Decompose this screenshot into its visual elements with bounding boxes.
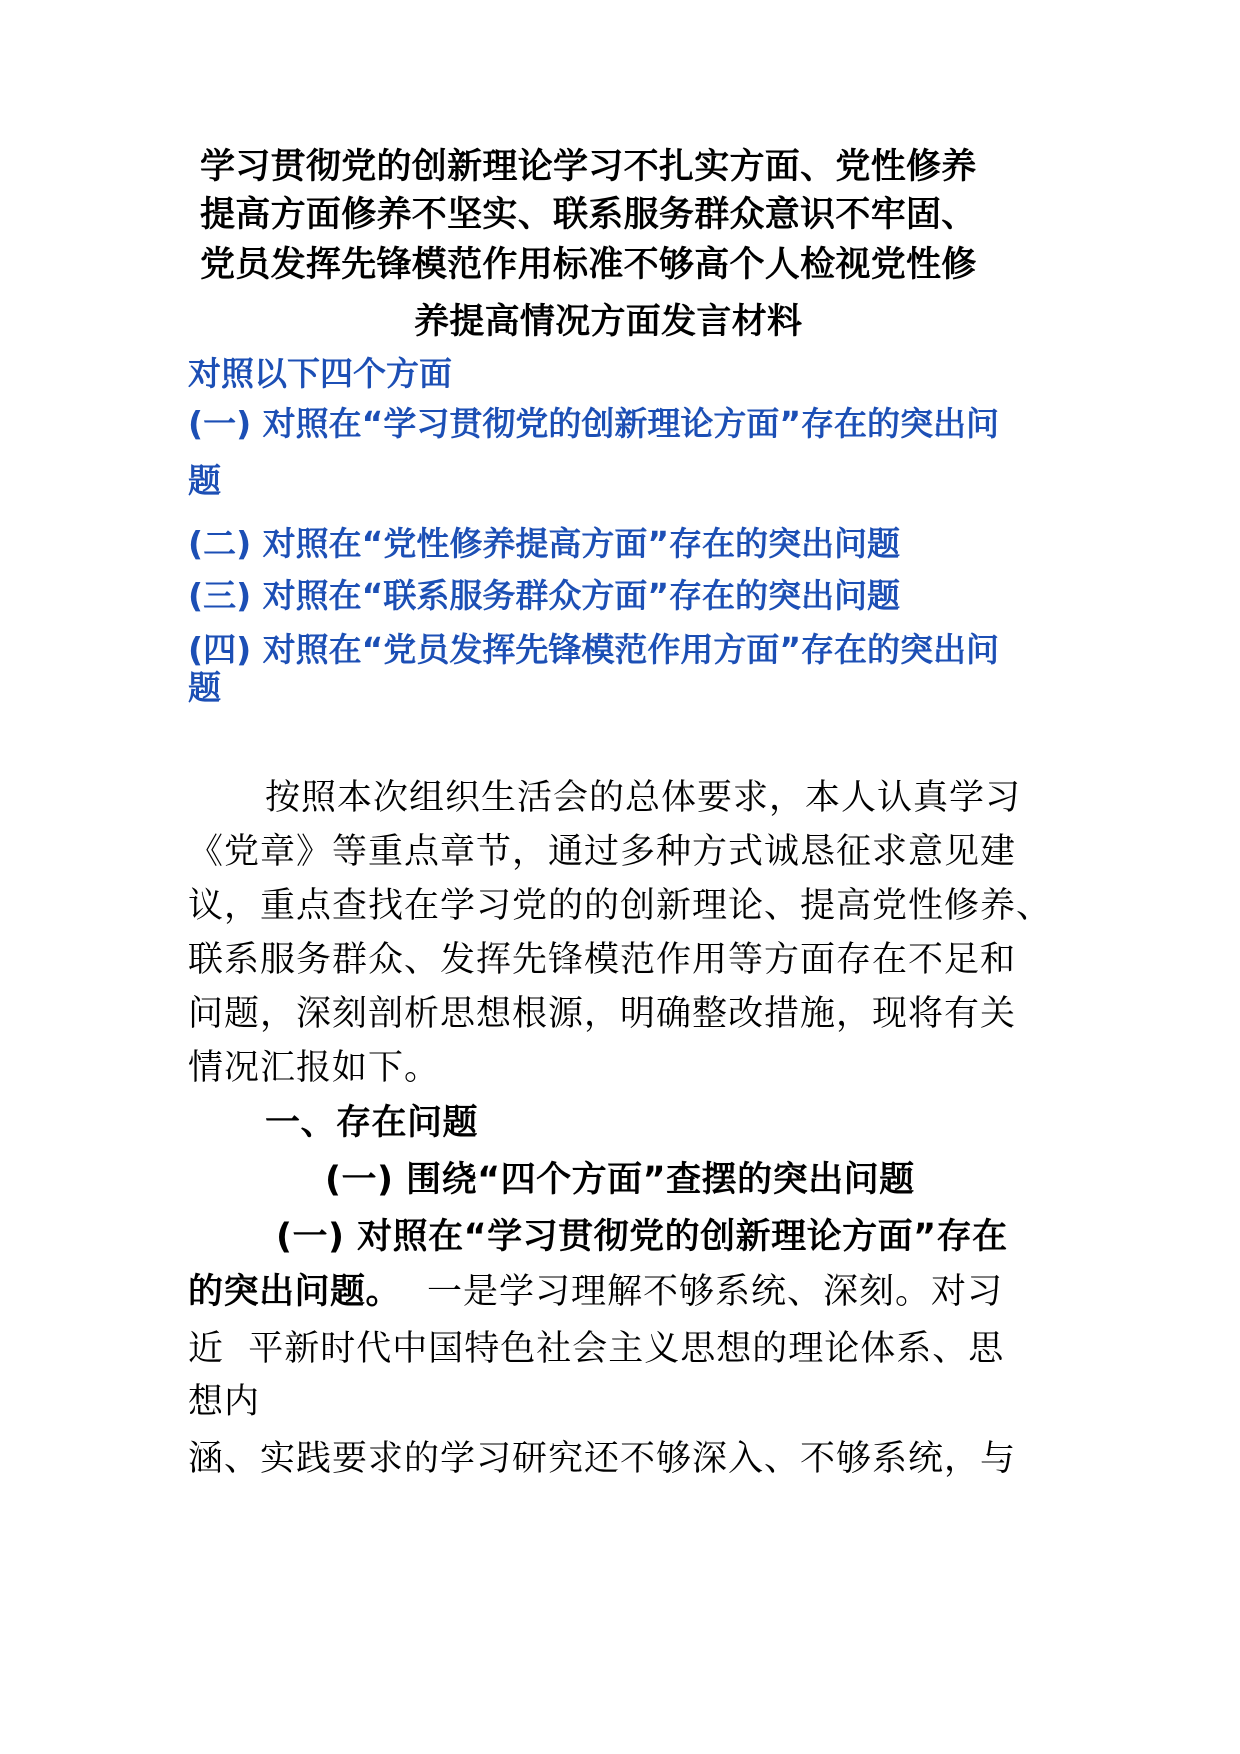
document-title-line-3: 党员发挥先锋模范作用标准不够高个人检视党性修 xyxy=(200,245,977,285)
outline-item-1: (一) 对照在“学习贯彻党的创新理论方面”存在的突出问 xyxy=(188,404,1000,443)
point-1-text-line-1: 一是学习理解不够系统、深刻。对习 xyxy=(427,1272,1004,1312)
point-1-text-line-3: 想内 xyxy=(188,1382,261,1422)
intro-line-6: 情况汇报如下。 xyxy=(188,1048,441,1088)
point-1-text-line-2: 近 平新时代中国特色社会主义思想的理论体系、思 xyxy=(188,1329,1005,1369)
outline-item-4-continued: 题 xyxy=(188,668,221,707)
point-1-text-line-4: 涵、实践要求的学习研究还不够深入、不够系统，与 xyxy=(188,1439,1017,1479)
outline-item-1-continued: 题 xyxy=(188,461,221,500)
subsection-heading-1: (一) 围绕“四个方面”查摆的突出问题 xyxy=(325,1160,915,1200)
intro-line-3: 议，重点查找在学习党的的创新理论、提高党性修养、 xyxy=(188,886,1053,926)
outline-item-3: (三) 对照在“联系服务群众方面”存在的突出问题 xyxy=(188,576,901,615)
document-title-line-1: 学习贯彻党的创新理论学习不扎实方面、党性修养 xyxy=(200,147,977,187)
point-1-line-2 xyxy=(188,1270,1003,1314)
document-title-line-4: 养提高情况方面发言材料 xyxy=(414,302,803,342)
intro-line-4: 联系服务群众、发挥先锋模范作用等方面存在不足和 xyxy=(188,940,1017,980)
outline-heading: 对照以下四个方面 xyxy=(188,354,452,393)
point-1-heading-line-1: (一) 对照在“学习贯彻党的创新理论方面”存在 xyxy=(276,1217,1008,1257)
intro-line-1: 按照本次组织生活会的总体要求，本人认真学习 xyxy=(265,778,1022,818)
section-heading-1: 一、存在问题 xyxy=(265,1103,479,1143)
intro-line-5: 问题，深刻剖析思想根源，明确整改措施，现将有关 xyxy=(188,994,1017,1034)
point-1-heading-line-2: 的突出问题。 xyxy=(188,1272,402,1312)
outline-item-2: (二) 对照在“党性修养提高方面”存在的突出问题 xyxy=(188,524,901,563)
outline-item-4: (四) 对照在“党员发挥先锋模范作用方面”存在的突出问 xyxy=(188,630,1000,669)
intro-line-2: 《党章》等重点章节，通过多种方式诚恳征求意见建 xyxy=(188,832,1017,872)
document-title-line-2: 提高方面修养不坚实、联系服务群众意识不牢固、 xyxy=(200,195,977,235)
